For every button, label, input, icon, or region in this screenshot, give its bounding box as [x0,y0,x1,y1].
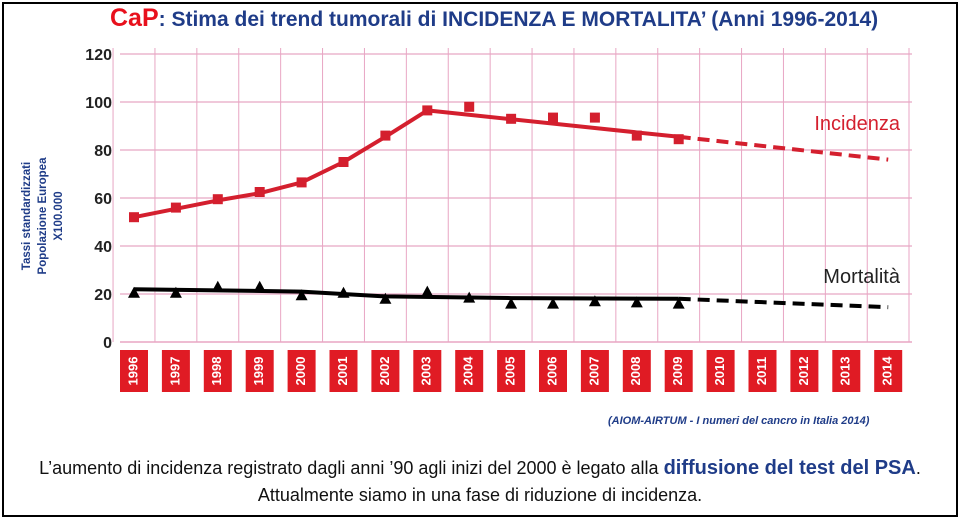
data-point [254,281,266,292]
x-tick-label: 2003 [418,356,434,386]
data-point [339,157,349,167]
caption-text: L’aumento di incidenza registrato dagli anni ’90 agli inizi del 2000 è legato alla [39,458,664,478]
x-tick-label: 2011 [753,356,769,386]
x-tick-label: 2014 [879,356,895,386]
data-point [548,113,558,123]
caption-line-2: Attualmente siamo in una fase di riduzione di incidenza. [257,485,703,505]
y-axis-label-line-3: X100.000 [53,191,65,241]
data-point [380,131,390,141]
series-label: Incidenza [814,113,900,135]
data-point [422,105,432,115]
x-tick-label: 2006 [544,356,560,386]
y-tick-label: 80 [94,143,112,160]
x-tick-label: 2007 [586,356,602,386]
x-tick-label: 2010 [712,356,728,386]
data-point [464,102,474,112]
caption-line-1 [0,457,960,480]
data-point [255,187,265,197]
x-tick-label: 2009 [670,356,686,386]
series-label: Mortalità [823,266,900,288]
x-tick-label: 2001 [334,356,350,386]
data-point [212,281,224,292]
y-tick-label: 60 [94,191,112,208]
data-point [674,134,684,144]
data-point [421,286,433,297]
data-point [506,114,516,124]
x-tick-label: 1996 [125,356,141,386]
x-tick-label: 2000 [293,356,309,386]
x-tick-label: 2012 [795,356,811,386]
data-point [297,177,307,187]
y-tick-label: 40 [94,239,112,256]
data-point [590,113,600,123]
caption-highlight: diffusione del test del PSA [663,457,916,479]
x-tick-label: 1998 [209,356,225,386]
title-text: : Stima dei trend tumorali di INCIDENZA E MORTALITA’ (Anni 1996-2014) [158,8,879,31]
x-tick-label: 2004 [460,356,476,386]
y-tick-label: 120 [85,47,112,64]
y-tick-label: 20 [94,287,112,304]
data-point [129,212,139,222]
caption-end: . [915,458,921,478]
x-tick-label: 2005 [502,356,518,386]
x-tick-label: 2013 [837,356,853,386]
y-tick-label: 100 [85,95,112,112]
x-tick-label: 1997 [167,356,183,386]
title-prefix: CaP [110,4,159,32]
data-point [213,194,223,204]
data-point [632,131,642,141]
y-axis-label-line-2: Popolazione Europea [37,157,49,275]
x-tick-label: 2008 [628,356,644,386]
source-note: (AIOM-AIRTUM - I numeri del cancro in Italia 2014) [608,415,870,427]
x-tick-label: 1999 [251,356,267,386]
x-tick-label: 2002 [376,356,392,386]
y-tick-label: 0 [103,335,112,352]
data-point [171,203,181,213]
y-axis-label-line-1: Tassi standardizzati [21,161,33,271]
